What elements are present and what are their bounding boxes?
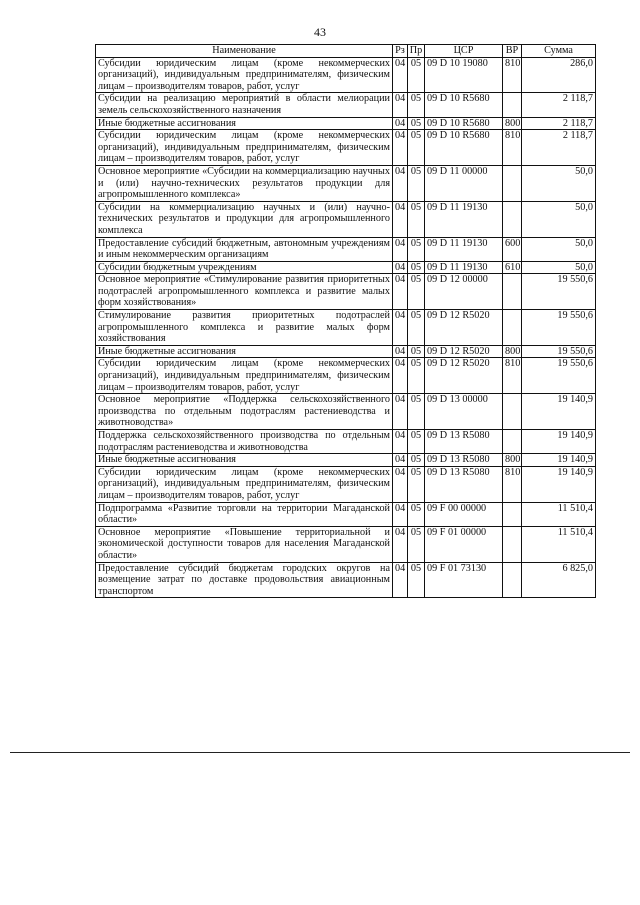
cell-rz: 04 bbox=[393, 502, 408, 526]
cell-pr: 05 bbox=[408, 345, 425, 358]
header-pr: Пр bbox=[408, 45, 425, 58]
table-row bbox=[96, 93, 596, 117]
cell-name: Субсидии юридическим лицам (кроме некоммерческих организаций), индивидуальным предпринимателям, физическим лицам – производителям товаров, работ, услуг bbox=[96, 358, 393, 394]
cell-sum: 19 140,9 bbox=[522, 430, 596, 454]
cell-sum: 50,0 bbox=[522, 165, 596, 201]
cell-name: Субсидии бюджетным учреждениям bbox=[96, 261, 393, 274]
cell-rz: 04 bbox=[393, 394, 408, 430]
cell-vr bbox=[503, 430, 522, 454]
cell-vr: 810 bbox=[503, 57, 522, 93]
cell-csr: 09 D 12 00000 bbox=[425, 274, 503, 310]
table-row bbox=[96, 526, 596, 562]
budget-table bbox=[95, 44, 596, 598]
cell-pr: 05 bbox=[408, 430, 425, 454]
cell-sum: 50,0 bbox=[522, 201, 596, 237]
cell-sum: 50,0 bbox=[522, 261, 596, 274]
cell-name: Поддержка сельскохозяйственного производства по отдельным подотраслям растениеводства и животноводства bbox=[96, 430, 393, 454]
table-row bbox=[96, 201, 596, 237]
cell-name: Иные бюджетные ассигнования bbox=[96, 454, 393, 467]
cell-vr: 810 bbox=[503, 358, 522, 394]
cell-csr: 09 D 11 19130 bbox=[425, 201, 503, 237]
cell-vr bbox=[503, 562, 522, 598]
table-row bbox=[96, 310, 596, 346]
cell-pr: 05 bbox=[408, 117, 425, 130]
cell-name: Основное мероприятие «Стимулирование развития приоритетных подотраслей агропромышленного комплекса и развитие малых форм хозяйствования» bbox=[96, 274, 393, 310]
cell-csr: 09 D 10 R5680 bbox=[425, 117, 503, 130]
cell-name: Субсидии юридическим лицам (кроме некоммерческих организаций), индивидуальным предпринимателям, физическим лицам – производителям товаров, работ, услуг bbox=[96, 130, 393, 166]
bottom-rule bbox=[10, 752, 630, 753]
cell-pr: 05 bbox=[408, 502, 425, 526]
cell-pr: 05 bbox=[408, 130, 425, 166]
cell-vr: 800 bbox=[503, 454, 522, 467]
cell-sum: 2 118,7 bbox=[522, 130, 596, 166]
cell-sum: 50,0 bbox=[522, 237, 596, 261]
cell-name: Предоставление субсидий бюджетным, автономным учреждениям и иным некоммерческим организациям bbox=[96, 237, 393, 261]
cell-name: Иные бюджетные ассигнования bbox=[96, 345, 393, 358]
cell-vr bbox=[503, 526, 522, 562]
table-row bbox=[96, 117, 596, 130]
cell-vr bbox=[503, 93, 522, 117]
cell-csr: 09 D 13 R5080 bbox=[425, 454, 503, 467]
cell-csr: 09 F 00 00000 bbox=[425, 502, 503, 526]
cell-rz: 04 bbox=[393, 237, 408, 261]
cell-name: Иные бюджетные ассигнования bbox=[96, 117, 393, 130]
cell-csr: 09 D 11 19130 bbox=[425, 237, 503, 261]
cell-vr: 800 bbox=[503, 117, 522, 130]
cell-sum: 19 550,6 bbox=[522, 274, 596, 310]
page-number: 43 bbox=[314, 25, 326, 39]
cell-rz: 04 bbox=[393, 261, 408, 274]
cell-csr: 09 D 12 R5020 bbox=[425, 358, 503, 394]
cell-pr: 05 bbox=[408, 261, 425, 274]
header-sum: Сумма bbox=[522, 45, 596, 58]
cell-vr bbox=[503, 502, 522, 526]
cell-pr: 05 bbox=[408, 93, 425, 117]
table-row bbox=[96, 454, 596, 467]
cell-pr: 05 bbox=[408, 454, 425, 467]
cell-csr: 09 F 01 73130 bbox=[425, 562, 503, 598]
cell-vr bbox=[503, 274, 522, 310]
cell-csr: 09 D 10 19080 bbox=[425, 57, 503, 93]
table-row bbox=[96, 466, 596, 502]
table-row bbox=[96, 562, 596, 598]
cell-sum: 19 550,6 bbox=[522, 358, 596, 394]
table-header-row bbox=[96, 45, 596, 58]
table-row bbox=[96, 502, 596, 526]
table-row bbox=[96, 130, 596, 166]
cell-rz: 04 bbox=[393, 93, 408, 117]
cell-rz: 04 bbox=[393, 562, 408, 598]
header-csr: ЦСР bbox=[425, 45, 503, 58]
table-row bbox=[96, 394, 596, 430]
header-rz: Рз bbox=[393, 45, 408, 58]
cell-pr: 05 bbox=[408, 237, 425, 261]
cell-rz: 04 bbox=[393, 130, 408, 166]
cell-name: Субсидии юридическим лицам (кроме некоммерческих организаций), индивидуальным предпринимателям, физическим лицам – производителям товаров, работ, услуг bbox=[96, 466, 393, 502]
cell-sum: 2 118,7 bbox=[522, 117, 596, 130]
cell-vr bbox=[503, 165, 522, 201]
cell-rz: 04 bbox=[393, 201, 408, 237]
cell-pr: 05 bbox=[408, 57, 425, 93]
cell-rz: 04 bbox=[393, 165, 408, 201]
cell-pr: 05 bbox=[408, 466, 425, 502]
cell-name: Стимулирование развития приоритетных подотраслей агропромышленного комплекса и развитие малых форм хозяйствования bbox=[96, 310, 393, 346]
cell-csr: 09 D 10 R5680 bbox=[425, 93, 503, 117]
cell-vr bbox=[503, 394, 522, 430]
table-row bbox=[96, 358, 596, 394]
cell-sum: 19 550,6 bbox=[522, 310, 596, 346]
table-row bbox=[96, 430, 596, 454]
cell-name: Подпрограмма «Развитие торговли на территории Магаданской области» bbox=[96, 502, 393, 526]
cell-name: Субсидии на коммерциализацию научных и (или) научно-технических результатов и продукции для агропромышленного комплекса bbox=[96, 201, 393, 237]
cell-pr: 05 bbox=[408, 201, 425, 237]
cell-sum: 11 510,4 bbox=[522, 502, 596, 526]
cell-rz: 04 bbox=[393, 310, 408, 346]
cell-csr: 09 D 13 R5080 bbox=[425, 466, 503, 502]
table-row bbox=[96, 57, 596, 93]
cell-csr: 09 D 10 R5680 bbox=[425, 130, 503, 166]
table-row bbox=[96, 345, 596, 358]
cell-name: Субсидии на реализацию мероприятий в области мелиорации земель сельскохозяйственного назначения bbox=[96, 93, 393, 117]
cell-rz: 04 bbox=[393, 345, 408, 358]
cell-pr: 05 bbox=[408, 310, 425, 346]
cell-vr bbox=[503, 201, 522, 237]
cell-csr: 09 D 13 00000 bbox=[425, 394, 503, 430]
cell-rz: 04 bbox=[393, 466, 408, 502]
cell-name: Основное мероприятие «Повышение территориальной и экономической доступности товаров для населения Магаданской области» bbox=[96, 526, 393, 562]
cell-vr: 810 bbox=[503, 130, 522, 166]
cell-csr: 09 D 13 R5080 bbox=[425, 430, 503, 454]
cell-rz: 04 bbox=[393, 526, 408, 562]
cell-name: Предоставление субсидий бюджетам городских округов на возмещение затрат по доставке продовольствия авиационным транспортом bbox=[96, 562, 393, 598]
cell-vr: 810 bbox=[503, 466, 522, 502]
cell-csr: 09 D 11 19130 bbox=[425, 261, 503, 274]
cell-pr: 05 bbox=[408, 526, 425, 562]
table-row bbox=[96, 274, 596, 310]
cell-sum: 2 118,7 bbox=[522, 93, 596, 117]
cell-sum: 286,0 bbox=[522, 57, 596, 93]
cell-name: Основное мероприятие «Субсидии на коммерциализацию научных и (или) научно-технических результатов продукции для агропромышленного комплекса» bbox=[96, 165, 393, 201]
cell-sum: 19 140,9 bbox=[522, 466, 596, 502]
cell-sum: 6 825,0 bbox=[522, 562, 596, 598]
cell-rz: 04 bbox=[393, 454, 408, 467]
cell-rz: 04 bbox=[393, 430, 408, 454]
table-row bbox=[96, 165, 596, 201]
cell-sum: 19 140,9 bbox=[522, 394, 596, 430]
cell-csr: 09 F 01 00000 bbox=[425, 526, 503, 562]
cell-csr: 09 D 12 R5020 bbox=[425, 310, 503, 346]
cell-sum: 19 140,9 bbox=[522, 454, 596, 467]
cell-pr: 05 bbox=[408, 562, 425, 598]
cell-rz: 04 bbox=[393, 274, 408, 310]
cell-pr: 05 bbox=[408, 165, 425, 201]
cell-vr: 600 bbox=[503, 237, 522, 261]
cell-vr: 800 bbox=[503, 345, 522, 358]
cell-csr: 09 D 12 R5020 bbox=[425, 345, 503, 358]
cell-rz: 04 bbox=[393, 358, 408, 394]
table-row bbox=[96, 237, 596, 261]
table-row bbox=[96, 261, 596, 274]
cell-rz: 04 bbox=[393, 117, 408, 130]
cell-name: Субсидии юридическим лицам (кроме некоммерческих организаций), индивидуальным предпринимателям, физическим лицам – производителям товаров, работ, услуг bbox=[96, 57, 393, 93]
cell-csr: 09 D 11 00000 bbox=[425, 165, 503, 201]
cell-vr: 610 bbox=[503, 261, 522, 274]
cell-name: Основное мероприятие «Поддержка сельскохозяйственного производства по отдельным подотраслям растениеводства и животноводства» bbox=[96, 394, 393, 430]
cell-pr: 05 bbox=[408, 358, 425, 394]
cell-vr bbox=[503, 310, 522, 346]
header-vr: ВР bbox=[503, 45, 522, 58]
cell-pr: 05 bbox=[408, 274, 425, 310]
header-name: Наименование bbox=[96, 45, 393, 58]
cell-sum: 11 510,4 bbox=[522, 526, 596, 562]
cell-sum: 19 550,6 bbox=[522, 345, 596, 358]
cell-pr: 05 bbox=[408, 394, 425, 430]
cell-rz: 04 bbox=[393, 57, 408, 93]
